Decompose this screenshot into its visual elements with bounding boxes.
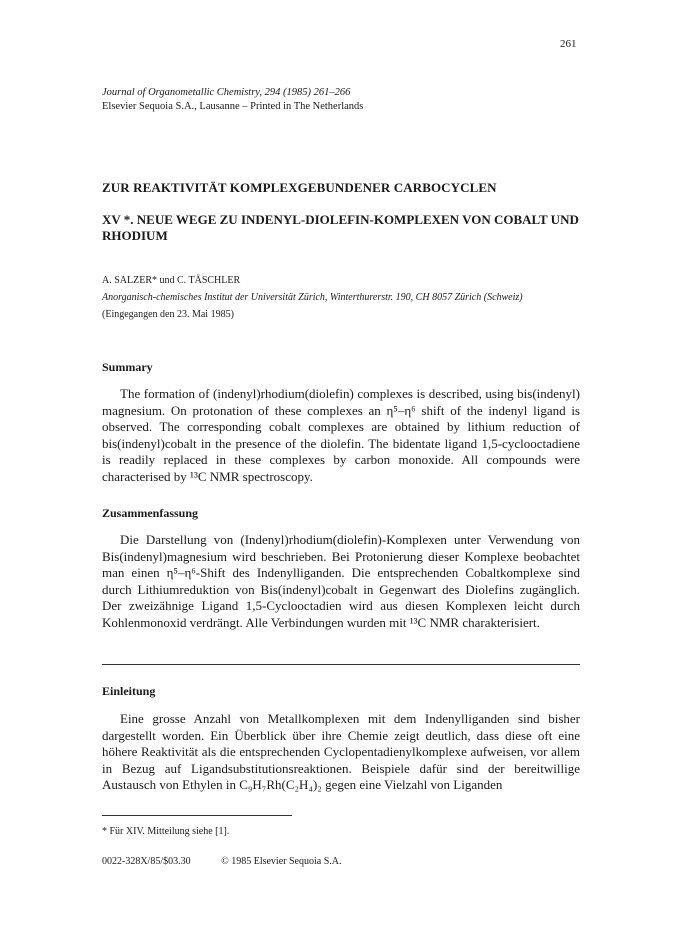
einleitung-paragraph: Eine grosse Anzahl von Metallkomplexen mit dem Indenylliganden sind bisher dargestellt worden. Ein Überblick über ihre Chemie zeigt deutlich, dass diese oft eine höhere Reaktivität als die entsprechenden Cyclopentadienylkomplexe aufweisen, vor allem in Bezug auf Ligandsubstitutionsreaktionen. Beispiele dafür sind der bereitwillige Austausch von Ethylen in C₉H₇Rh(C₂H₄)₂ gegen eine Vielzahl von Liganden — [102, 711, 580, 793]
summary-heading: Summary — [102, 360, 153, 374]
einleitung-text — [102, 711, 580, 794]
zusammenfassung-heading: Zusammenfassung — [102, 506, 199, 520]
zusammenfassung-paragraph: Die Darstellung von (Indenyl)rhodium(diolefin)-Komplexen unter Verwendung von Bis(indenyl)magnesium wird beschrieben. Bei Protonierung dieser Komplexe beobachtet man einen η⁵–η⁶-Shift des Indenylliganden. Die entsprechenden Cobaltkomplexe sind durch Lithiumreduktion von Bis(indenyl)cobalt in Gegenwart des Diolefins zugänglich. Der zweizähnige Ligand 1,5-Cyclooctadien wird aus diesen Komplexen leicht durch Kohlenmonoxid verdrängt. Alle Verbindungen wurden mit ¹³C NMR charakterisiert. — [102, 532, 580, 630]
authors: A. SALZER* und C. TÄSCHLER — [102, 275, 241, 286]
article-title-line1: ZUR REAKTIVITÄT KOMPLEXGEBUNDENER CARBOCYCLEN — [102, 180, 497, 195]
einleitung-heading: Einleitung — [102, 684, 156, 698]
received-date: (Eingegangen den 23. Mai 1985) — [102, 309, 234, 320]
journal-header — [102, 86, 363, 114]
article-title-line2: XV *. NEUE WEGE ZU INDENYL-DIOLEFIN-KOMPLEXEN VON COBALT UND RHODIUM — [102, 212, 579, 243]
footnote-divider — [102, 815, 292, 816]
copyright: © 1985 Elsevier Sequoia S.A. — [221, 856, 342, 867]
page-number: 261 — [560, 38, 577, 50]
summary-paragraph: The formation of (indenyl)rhodium(diolefin) complexes is described, using bis(indenyl) magnesium. On protonation of these complexes an η⁵–η⁶ shift of the indenyl ligand is observed. The corresponding cobalt complexes are obtained by lithium reduction of bis(indenyl)cobalt in the presence of the diolefin. The bidentate ligand 1,5-cyclooctadiene is readily replaced in these complexes by carbon monoxide. All compounds were characterised by ¹³C NMR spectroscopy. — [102, 386, 580, 484]
page-footer — [102, 856, 369, 867]
journal-citation: Journal of Organometallic Chemistry, 294 (1985) 261–266 — [102, 87, 351, 98]
article-code: 0022-328X/85/$03.30 — [102, 856, 191, 867]
journal-publisher: Elsevier Sequoia S.A., Lausanne – Printed in The Netherlands — [102, 101, 364, 112]
footnote: * Für XIV. Mitteilung siehe [1]. — [102, 826, 230, 837]
institution: Anorganisch-chemisches Institut der Universität Zürich, Winterthurerstr. 190, CH 8057 Zürich (Schweiz) — [102, 292, 523, 303]
summary-text — [102, 386, 580, 486]
zusammenfassung-text — [102, 532, 580, 632]
section-divider — [102, 664, 580, 665]
